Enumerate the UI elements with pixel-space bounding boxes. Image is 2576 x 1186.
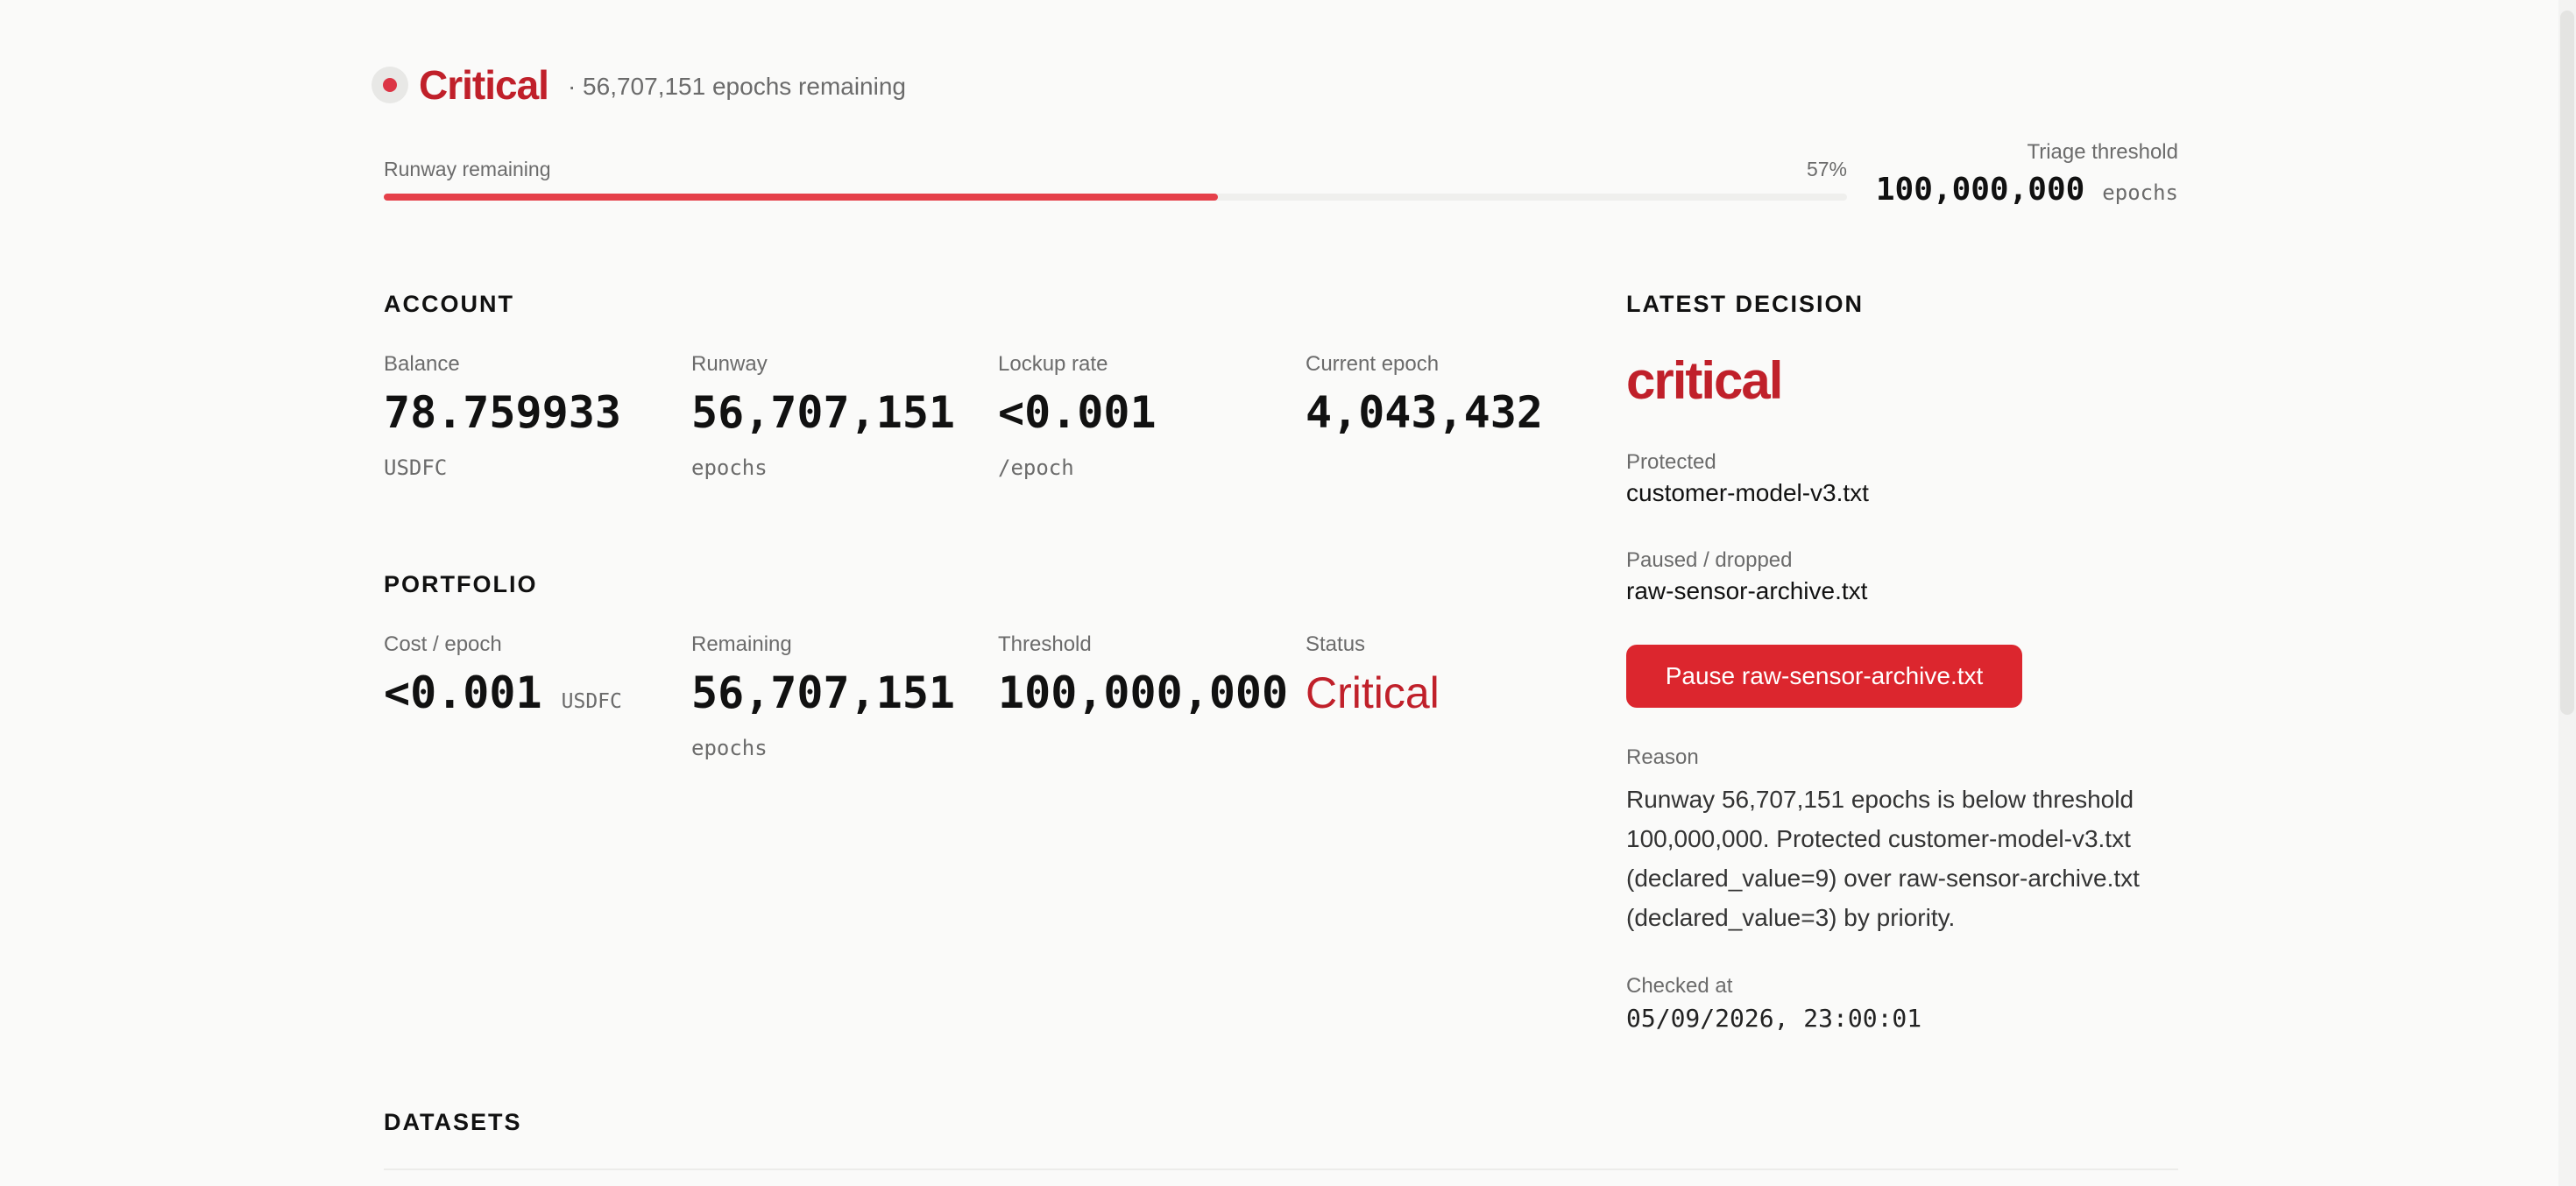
checked-at: [1626, 973, 2187, 1034]
metric-unit: epochs: [691, 455, 768, 480]
latest-decision-title: LATEST DECISION: [1626, 291, 1865, 317]
metric-label: Runway: [691, 352, 768, 376]
paused-value: raw-sensor-archive.txt: [1626, 577, 1868, 604]
account-balance: [384, 351, 682, 481]
metric-unit: USDFC: [561, 690, 622, 713]
portfolio-remaining: [691, 632, 989, 761]
metric-value: 4,043,432: [1306, 387, 1543, 438]
metric-label: Cost / epoch: [384, 632, 502, 656]
portfolio-status: [1306, 632, 1603, 719]
triage-threshold: [1876, 140, 2178, 208]
triage-unit: epochs: [2102, 180, 2178, 205]
account-section-title: ACCOUNT: [384, 291, 514, 317]
runway-label: Runway remaining: [384, 158, 551, 180]
metric-unit: USDFC: [384, 455, 448, 480]
metric-value: 56,707,151: [691, 667, 956, 718]
metric-label: Threshold: [998, 632, 1092, 656]
metric-unit: /epoch: [998, 455, 1074, 480]
metric-label: Lockup rate: [998, 352, 1108, 376]
metric-unit: epochs: [691, 736, 768, 760]
metric-label: Current epoch: [1306, 352, 1440, 376]
account-lockup-rate: [998, 351, 1296, 481]
status-dot: [383, 78, 397, 92]
scrollbar-thumb[interactable]: [2560, 11, 2574, 715]
decision-reason: [1626, 745, 2187, 937]
scrollbar[interactable]: [2558, 0, 2576, 1186]
metric-value: 56,707,151: [691, 387, 956, 438]
protected-label: Protected: [1626, 450, 1716, 474]
account-runway: [691, 351, 989, 481]
reason-text: Runway 56,707,151 epochs is below threshold 100,000,000. Protected customer-model-v3.txt (declared_value=9) over raw-sensor-archive.txt (declared_value=3) by priority.: [1626, 786, 2140, 931]
checked-label: Checked at: [1626, 974, 1733, 998]
metric-value: 78.759933: [384, 387, 621, 438]
datasets-section-title: DATASETS: [384, 1109, 522, 1135]
triage-label: Triage threshold: [2027, 140, 2178, 164]
runway-progress-bar: [384, 194, 1847, 201]
metric-label: Balance: [384, 352, 460, 376]
status-header: [372, 61, 906, 109]
status-title: Critical: [419, 62, 548, 108]
reason-label: Reason: [1626, 745, 1699, 769]
status-subtitle: · 56,707,151 epochs remaining: [567, 73, 906, 100]
decision-verdict: critical: [1626, 351, 1782, 410]
checked-value: 05/09/2026, 23:00:01: [1626, 1004, 1922, 1033]
triage-value: 100,000,000: [1875, 172, 2085, 208]
portfolio-threshold: [998, 632, 1296, 719]
metric-value: <0.001: [998, 387, 1157, 438]
section-divider: [384, 1168, 2178, 1170]
account-current-epoch: [1306, 351, 1603, 439]
portfolio-section-title: PORTFOLIO: [384, 571, 538, 597]
metric-value: <0.001: [384, 667, 542, 718]
metric-label: Status: [1306, 632, 1366, 656]
protected-value: customer-model-v3.txt: [1626, 479, 1869, 506]
paused-label: Paused / dropped: [1626, 548, 1793, 572]
status-value: Critical: [1306, 668, 1440, 717]
portfolio-cost-per-epoch: [384, 632, 682, 728]
metric-value: 100,000,000: [998, 667, 1289, 718]
status-indicator-icon: [372, 67, 408, 103]
paused-dataset: [1626, 547, 2187, 607]
pause-dataset-button[interactable]: Pause raw-sensor-archive.txt: [1626, 645, 2022, 708]
protected-dataset: [1626, 449, 2187, 509]
runway-progress-fill: [384, 194, 1218, 201]
metric-label: Remaining: [691, 632, 792, 656]
runway-percent: 57%: [1806, 158, 1847, 180]
